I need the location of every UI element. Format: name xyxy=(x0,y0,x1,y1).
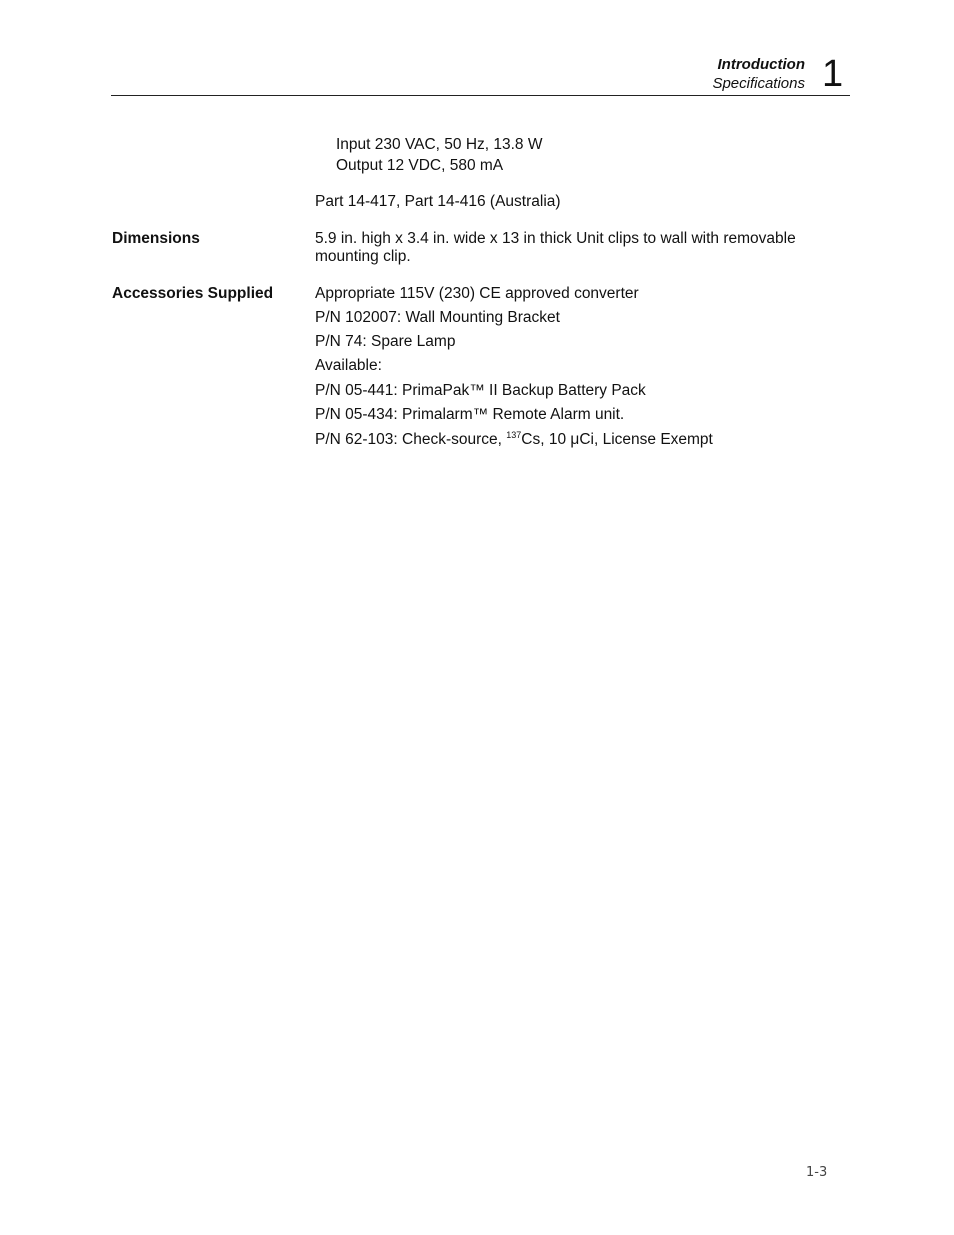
dimensions-label: Dimensions xyxy=(112,230,200,247)
check-source-prefix: P/N 62-103: Check-source, xyxy=(315,431,507,448)
accessories-label: Accessories Supplied xyxy=(112,285,274,302)
dimensions-value: 5.9 in. high x 3.4 in. wide x 13 in thick Unit clips to wall with removable mounting clip. xyxy=(315,230,796,265)
accessory-item: Appropriate 115V (230) CE approved converter xyxy=(315,285,639,302)
running-header xyxy=(712,55,805,93)
accessory-item: P/N 74: Spare Lamp xyxy=(315,333,456,350)
chapter-number: 1 xyxy=(822,53,844,95)
page-number: 1-3 xyxy=(806,1165,828,1180)
power-output: Output 12 VDC, 580 mA xyxy=(336,157,504,174)
accessory-item: P/N 05-434: Primalarm™ Remote Alarm unit. xyxy=(315,406,625,423)
accessory-item: P/N 102007: Wall Mounting Bracket xyxy=(315,309,560,326)
accessory-item-check-source xyxy=(315,431,713,449)
accessory-item: P/N 05-441: PrimaPak™ II Backup Battery Pack xyxy=(315,382,646,399)
header-divider xyxy=(111,95,850,96)
section-title: Specifications xyxy=(712,75,805,92)
isotope-mass-number: 137 xyxy=(506,430,522,440)
check-source-suffix: Cs, 10 μCi, License Exempt xyxy=(521,431,713,448)
chapter-title: Introduction xyxy=(717,56,805,73)
power-part-numbers: Part 14-417, Part 14-416 (Australia) xyxy=(315,193,561,210)
accessory-item: Available: xyxy=(315,357,382,374)
power-input: Input 230 VAC, 50 Hz, 13.8 W xyxy=(336,136,543,153)
